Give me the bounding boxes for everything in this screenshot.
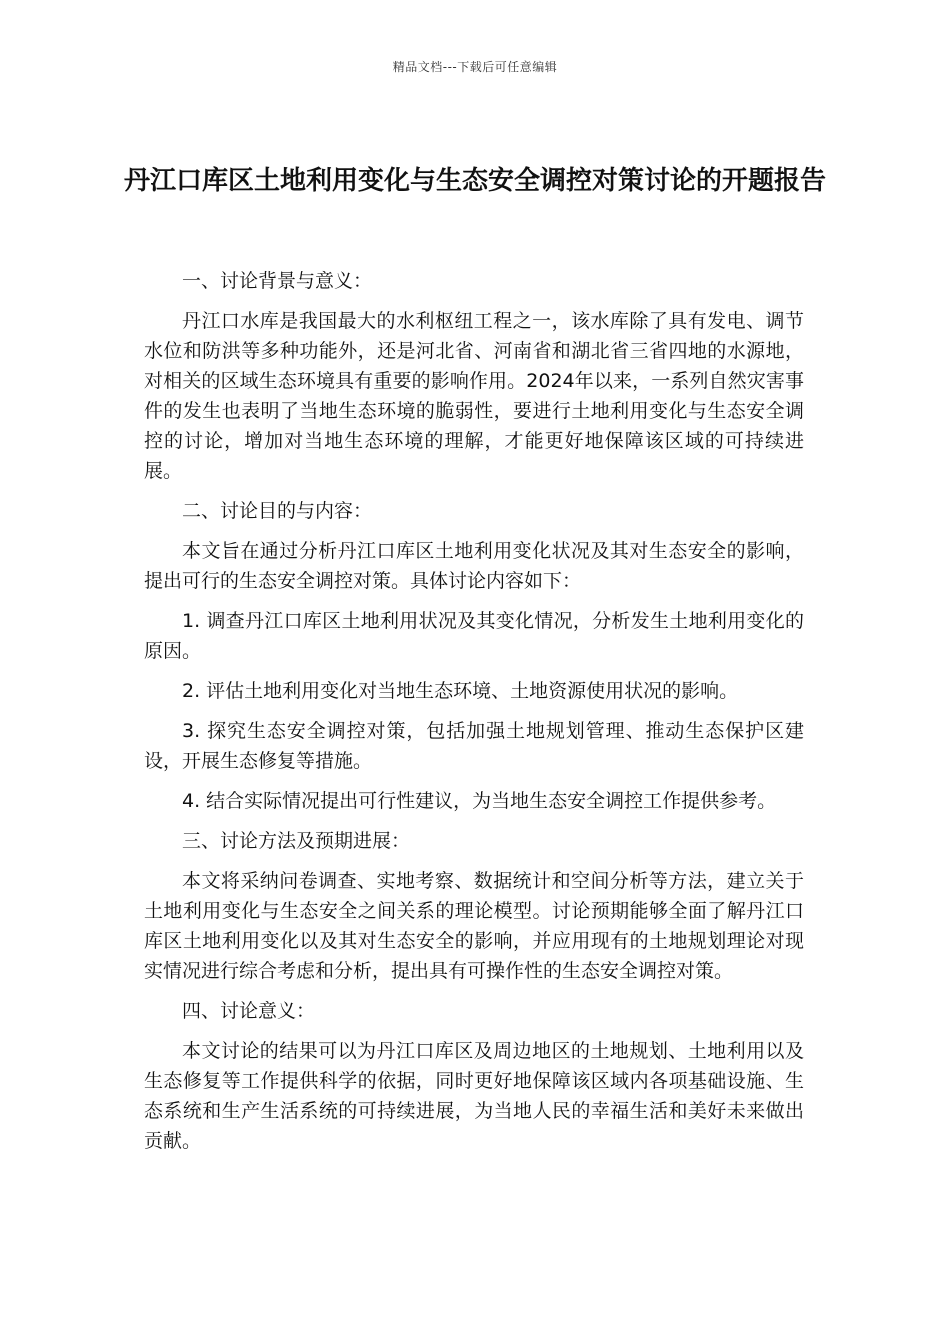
section-heading-background: 一、讨论背景与意义：	[182, 270, 373, 292]
paragraph-significance: 本文讨论的结果可以为丹江口库区及周边地区的土地规划、土地利用以及生态修复等工作提供科学的依据，同时更好地保障该区域内各项基础设施、生态系统和生产生活系统的可持续进展，为当地人民的幸福生活和美好未来做出贡献。	[144, 1040, 804, 1152]
document-title: 丹江口库区土地利用变化与生态安全调控对策讨论的开题报告	[123, 166, 826, 197]
section-heading-methods: 三、讨论方法及预期进展：	[182, 830, 411, 852]
list-item-4: 4. 结合实际情况提出可行性建议，为当地生态安全调控工作提供参考。	[182, 790, 777, 812]
paragraph-methods: 本文将采纳问卷调查、实地考察、数据统计和空间分析等方法，建立关于土地利用变化与生态安全之间关系的理论模型。讨论预期能够全面了解丹江口库区土地利用变化以及其对生态安全的影响，并应用现有的土地规划理论对现实情况进行综合考虑和分析，提出具有可操作性的生态安全调控对策。	[144, 870, 804, 982]
section-heading-significance: 四、讨论意义：	[182, 1000, 316, 1022]
section-heading-objectives: 二、讨论目的与内容：	[182, 500, 373, 522]
paragraph-objectives-intro: 本文旨在通过分析丹江口库区土地利用变化状况及其对生态安全的影响，提出可行的生态安全调控对策。具体讨论内容如下：	[144, 540, 804, 592]
list-item-1: 1. 调查丹江口库区土地利用状况及其变化情况，分析发生土地利用变化的原因。	[144, 610, 804, 662]
header-note: 精品文档---下载后可任意编辑	[392, 60, 558, 74]
document-body	[144, 266, 804, 1166]
paragraph-background: 丹江口水库是我国最大的水利枢纽工程之一，该水库除了具有发电、调节水位和防洪等多种功能外，还是河北省、河南省和湖北省三省四地的水源地，对相关的区域生态环境具有重要的影响作用。2024年以来，一系列自然灾害事件的发生也表明了当地生态环境的脆弱性，要进行土地利用变化与生态安全调控的讨论，增加对当地生态环境的理解，才能更好地保障该区域的可持续进展。	[144, 310, 804, 482]
list-item-3: 3. 探究生态安全调控对策，包括加强土地规划管理、推动生态保护区建设，开展生态修复等措施。	[144, 720, 804, 772]
list-item-2: 2. 评估土地利用变化对当地生态环境、土地资源使用状况的影响。	[182, 680, 739, 702]
